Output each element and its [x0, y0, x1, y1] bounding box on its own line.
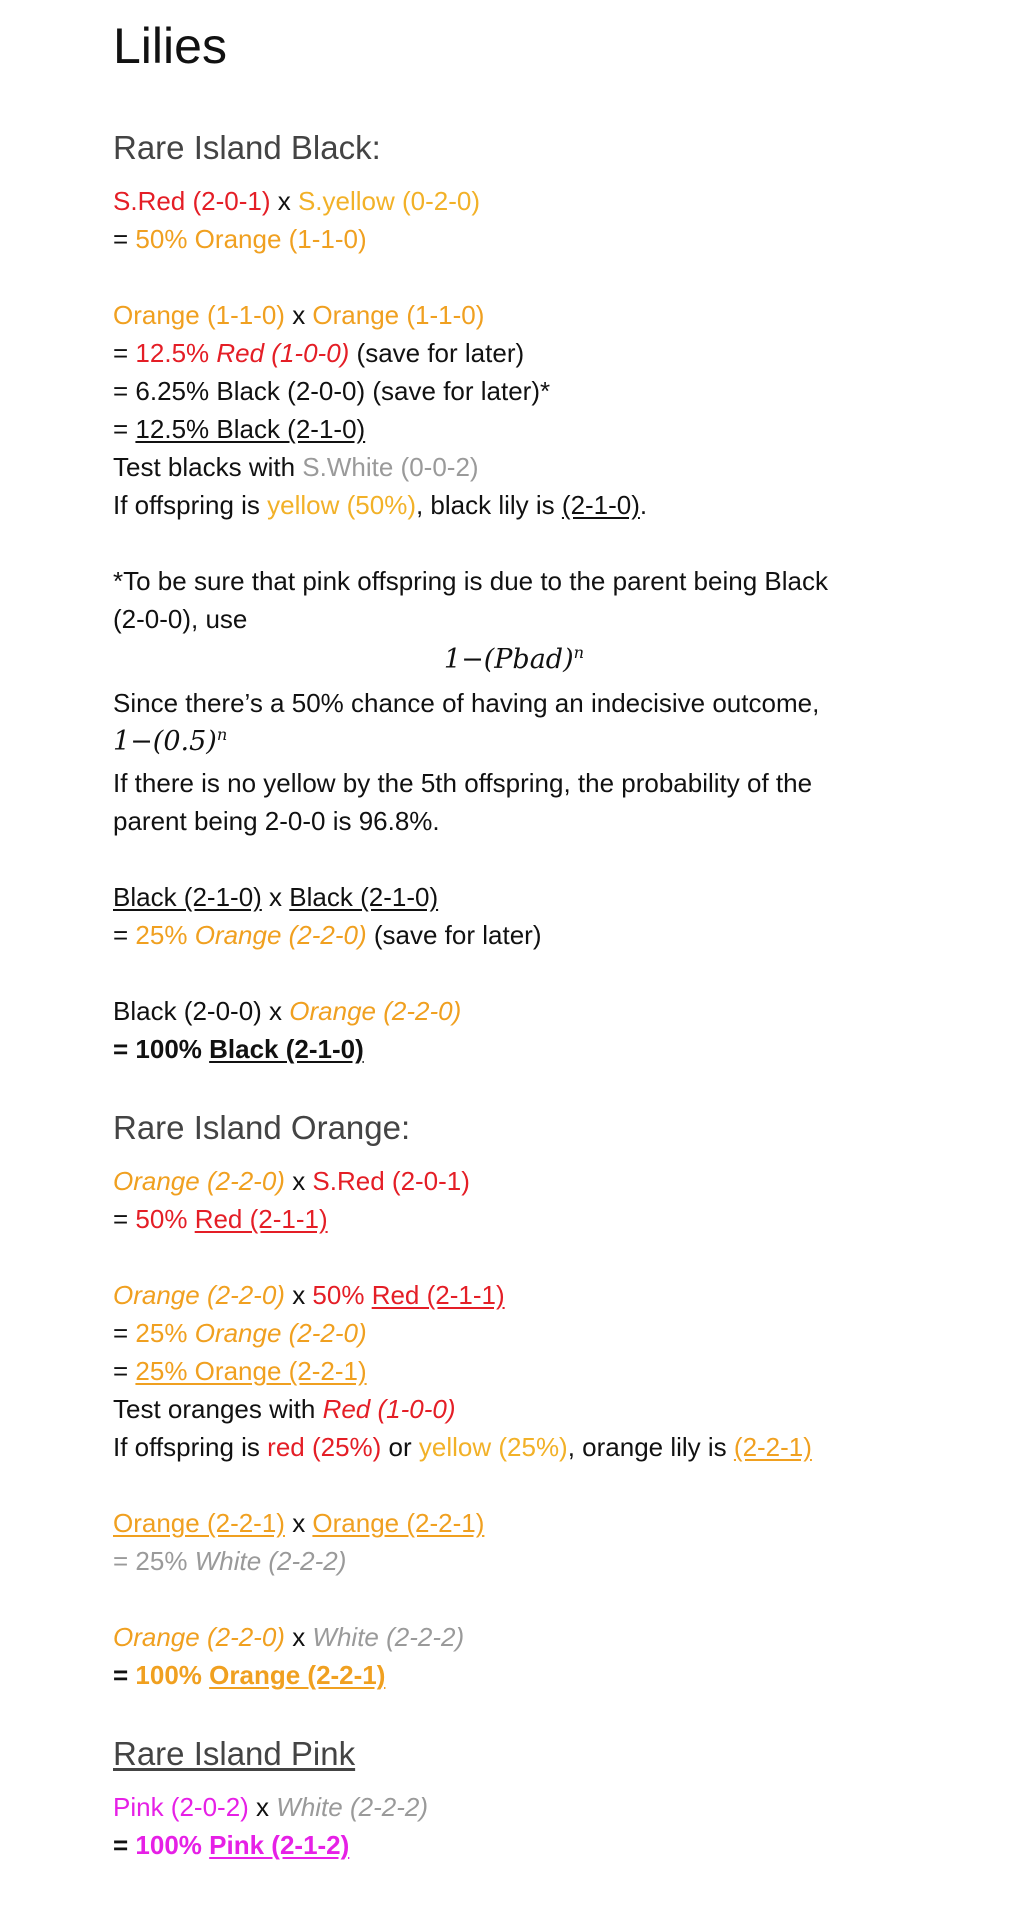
result-line [113, 1656, 385, 1694]
equals: = [113, 1660, 136, 1690]
formula-text: 1−(Pbad) [443, 644, 574, 675]
parent-b: Black (2-1-0) [289, 882, 439, 912]
parent-a: Orange (2-2-0) [113, 1622, 285, 1652]
equals: = [113, 1546, 136, 1576]
percent: 25% [135, 1546, 195, 1576]
parent-a: Pink (2-0-2) [113, 1792, 249, 1822]
test-line [113, 448, 479, 486]
percent: 25% [135, 1318, 195, 1348]
cross-symbol: x [284, 1508, 313, 1538]
cross-symbol: x [284, 1280, 313, 1310]
cross-symbol: x [284, 1622, 313, 1652]
cross-line [113, 1504, 484, 1542]
result: (2-2-1) [733, 1432, 812, 1462]
page-title: Lilies [113, 18, 227, 74]
test-lily: Red (1-0-0) [322, 1394, 456, 1424]
equals: = [113, 1204, 136, 1234]
cross-line [113, 1618, 464, 1656]
result: 50% Orange (1-1-0) [135, 224, 367, 254]
formula-text: 1−(0.5) [113, 726, 217, 757]
cross-symbol: x [270, 186, 298, 216]
note-line: parent being 2-0-0 is 96.8%. [113, 806, 440, 836]
text: or [381, 1432, 419, 1462]
test-lily: S.White (0-0-2) [302, 452, 479, 482]
yellow-text: yellow (50%) [267, 490, 416, 520]
parent-b: Orange (2-2-1) [312, 1508, 485, 1538]
equals: = [113, 920, 136, 950]
parent-b: Red (2-1-1) [371, 1280, 505, 1310]
result-line [113, 334, 524, 372]
percent: 100% [135, 1830, 210, 1860]
cross-line [113, 878, 438, 916]
equals: = [113, 1830, 136, 1860]
text: . [639, 490, 648, 520]
parent-a: Orange (2-2-1) [113, 1508, 285, 1538]
text: , black lily is [415, 490, 562, 520]
result: Orange (2-2-0) [194, 1318, 367, 1348]
parent-b: Orange (1-1-0) [312, 300, 485, 330]
yellow-text: yellow (25%) [418, 1432, 568, 1462]
conclusion-line [113, 486, 647, 524]
result-line [113, 220, 367, 258]
section-heading-black: Rare Island Black: [113, 129, 381, 166]
result-line [113, 1352, 367, 1390]
note-line: Since there’s a 50% chance of having an indecisive outcome, [113, 688, 820, 718]
equals: = [113, 1318, 136, 1348]
percent: 50% [312, 1280, 372, 1310]
text: If offspring is [113, 1432, 268, 1462]
result-line [113, 1826, 349, 1864]
result-line [113, 410, 365, 448]
result: Red (1-0-0) [216, 338, 350, 368]
formula-exponent: n [573, 643, 585, 662]
note-line: If there is no yellow by the 5th offspring, the probability of the [113, 768, 813, 798]
cross-symbol: x [261, 882, 290, 912]
result: Black (2-1-0) [209, 1034, 364, 1064]
parent-a: Orange (2-2-0) [113, 1166, 285, 1196]
result-line [113, 916, 541, 954]
result-line: = 6.25% Black (2-0-0) (save for later)* [113, 376, 551, 406]
cross-line [113, 296, 484, 334]
result-line [113, 1030, 364, 1068]
percent: 12.5% [135, 338, 217, 368]
result-line [113, 1200, 328, 1238]
test-text: Test blacks with [113, 452, 303, 482]
parent-b: S.Red (2-0-1) [312, 1166, 470, 1196]
parent-a: Black (2-0-0) x [113, 996, 290, 1026]
result: 12.5% Black (2-1-0) [135, 414, 366, 444]
section-heading-orange: Rare Island Orange: [113, 1109, 411, 1146]
note-line: *To be sure that pink offspring is due to the parent being Black [113, 566, 828, 596]
cross-symbol: x [248, 1792, 277, 1822]
equals: = [113, 1356, 136, 1386]
equals: = [113, 414, 136, 444]
formula [0, 640, 1028, 680]
section-heading-pink: Rare Island Pink [113, 1735, 356, 1772]
cross-line [113, 182, 480, 220]
parent-b: Orange (2-2-0) [289, 996, 462, 1026]
conclusion-line [113, 1428, 812, 1466]
cross-symbol: x [284, 1166, 313, 1196]
equals: = [113, 338, 136, 368]
result: Pink (2-1-2) [209, 1830, 350, 1860]
cross-line [113, 1788, 428, 1826]
result: White (2-2-2) [194, 1546, 347, 1576]
percent: 50% [135, 1204, 195, 1234]
parent-b: White (2-2-2) [276, 1792, 428, 1822]
percent: 100% [135, 1660, 210, 1690]
parent-a: S.Red (2-0-1) [113, 186, 271, 216]
equals: = 100% [113, 1034, 210, 1064]
parent-b: S.yellow (0-2-0) [297, 186, 481, 216]
cross-line [113, 992, 461, 1030]
cross-symbol: x [284, 300, 313, 330]
cross-line [113, 1162, 470, 1200]
red-text: red (25%) [267, 1432, 382, 1462]
formula [113, 722, 227, 762]
parent-b: White (2-2-2) [312, 1622, 465, 1652]
result: (2-1-0) [561, 490, 640, 520]
formula-exponent: n [216, 725, 228, 744]
note: (save for later) [366, 920, 542, 950]
result-line [113, 1314, 367, 1352]
parent-a: Black (2-1-0) [113, 882, 262, 912]
result: Orange (2-2-1) [209, 1660, 386, 1690]
result-line [113, 1542, 346, 1580]
note: (save for later) [349, 338, 525, 368]
test-text: Test oranges with [113, 1394, 323, 1424]
equals: = [113, 224, 136, 254]
parent-a: Orange (1-1-0) [113, 300, 285, 330]
parent-a: Orange (2-2-0) [113, 1280, 285, 1310]
result: Orange (2-2-0) [194, 920, 367, 950]
result: 25% Orange (2-2-1) [135, 1356, 367, 1386]
cross-line [113, 1276, 505, 1314]
text: , orange lily is [567, 1432, 734, 1462]
test-line [113, 1390, 456, 1428]
percent: 25% [135, 920, 195, 950]
result: Red (2-1-1) [194, 1204, 328, 1234]
text: If offspring is [113, 490, 268, 520]
note-line: (2-0-0), use [113, 604, 248, 634]
